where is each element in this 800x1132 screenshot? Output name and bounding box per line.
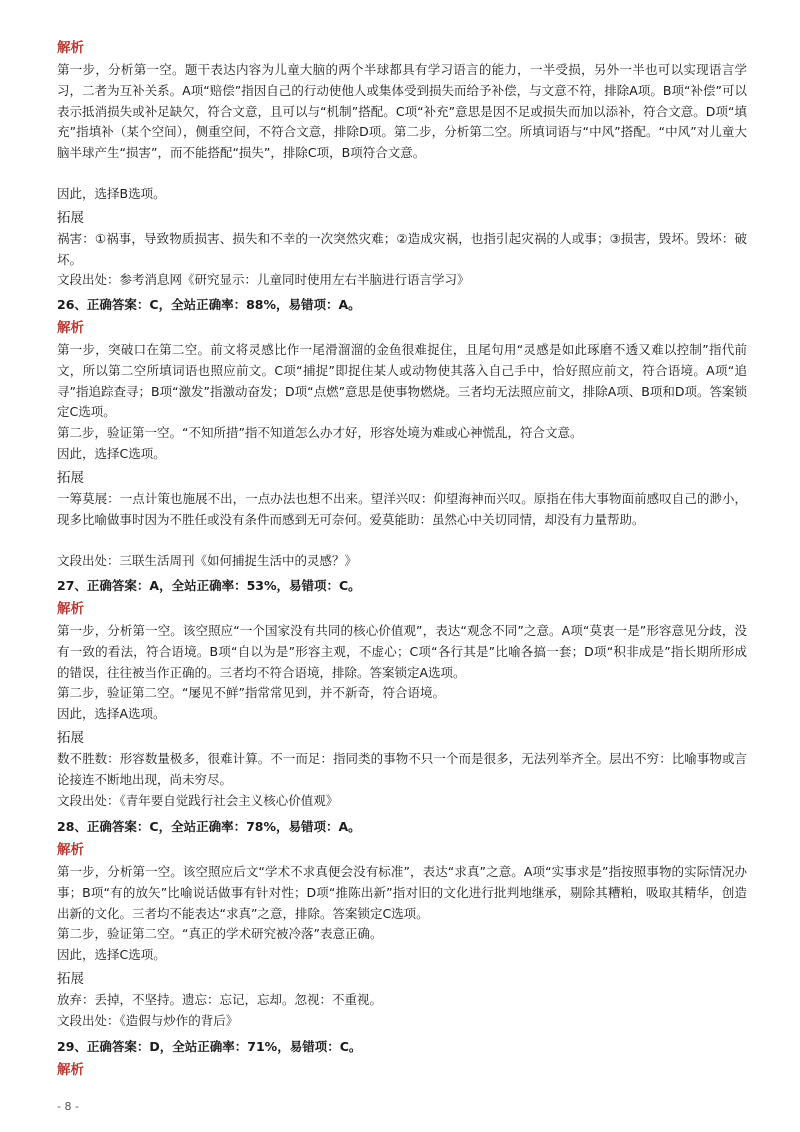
conclusion: 因此，选择C选项。 (57, 446, 166, 461)
analysis-text: 第一步，分析第一空。题干表达内容为儿童大脑的两个半球都具有学习语言的能力，一半受损，另外一半也可以实现语言学习，二者为互补关系。A项“赔偿”指因自己的行动使他人或集体受到损失而给予补偿，与文意不符，排除A项。B项“补偿”可以表示抵消损失或补足缺欠，符合文意，且可以与“机制”搭配。C项“补充”意思是因不足或损失而加以添补，符合文意。D项“填充”指填补（某个空间），侧重空间，不符合文意，排除D项。第二步，分析第二空。所填词语与“中风”搭配。“中风”对儿童大脑半球产生“损害”，而不能搭配“损失”，排除C项，B项符合文意。 (57, 62, 747, 161)
answer-line: 26、正确答案：C，全站正确率：88%，易错项：A。 (57, 297, 361, 312)
step-two-text: 第二步，验证第二空。“屡见不鲜”指常常见到，并不新奇，符合语境。 (57, 685, 445, 700)
source-line: 文段出处：《青年要自觉践行社会主义核心价值观》 (57, 793, 339, 808)
analysis-heading: 解析 (57, 320, 84, 336)
source-line: 文段出处：三联生活周刊《如何捕捉生活中的灵感？》 (57, 553, 358, 568)
expand-text: 祸害：①祸事，导致物质损害、损失和不幸的一次突然灾难；②造成灾祸，也指引起灾祸的人或事；③损害，毁坏。毁坏：破坏。 (57, 231, 747, 267)
analysis-heading: 解析 (57, 842, 84, 858)
conclusion: 因此，选择A选项。 (57, 706, 166, 721)
expand-text: 一筹莫展：一点计策也施展不出，一点办法也想不出来。望洋兴叹：仰望海神而兴叹。原指在伟大事物面前感叹自己的渺小，现多比喻做事时因为不胜任或没有条件而感到无可奈何。爱莫能助：虽然心中关切同情，却没有力量帮助。 (57, 491, 747, 527)
expand-heading: 拓展 (57, 971, 84, 987)
answer-line: 29、正确答案：D，全站正确率：71%，易错项：C。 (57, 1039, 362, 1054)
answer-line: 28、正确答案：C，全站正确率：78%，易错项：A。 (57, 819, 361, 834)
expand-text: 放弃：丢掉，不坚持。遗忘：忘记，忘却。忽视：不重视。 (57, 992, 383, 1007)
analysis-text: 第一步，突破口在第二空。前文将灵感比作一尾滑溜溜的金鱼很难捉住，且尾句用“灵感是如此琢磨不透又难以控制”指代前文，所以第二空所填词语也照应前文。C项“捕捉”即捉住某人或动物使其落入自己手中，恰好照应前文，符合语境。A项“追寻”指追踪查寻；B项“激发”指激动奋发；D项“点燃”意思是使事物燃烧。三者均无法照应前文，排除A项、B项和D项。答案锁定C选项。 (57, 342, 747, 420)
page-number: - 8 - (57, 1100, 79, 1113)
analysis-heading: 解析 (57, 40, 84, 56)
expand-heading: 拓展 (57, 730, 84, 746)
analysis-text: 第一步，分析第一空。该空照应“一个国家没有共同的核心价值观”，表达“观念不同”之意。A项“莫衷一是”形容意见分歧，没有一致的看法，符合语境。B项“自以为是”形容主观，不虚心；C项“各行其是”比喻各搞一套；D项“积非成是”指长期所形成的错误，往往被当作正确的。三者均不符合语境，排除。答案锁定A选项。 (57, 623, 747, 680)
source-line: 文段出处：参考消息网《研究显示：儿童同时使用左右半脑进行语言学习》 (57, 272, 470, 287)
analysis-text: 第一步，分析第一空。该空照应后文“学术不求真便会没有标准”，表达“求真”之意。A项“实事求是”指按照事物的实际情况办事；B项“有的放矢”比喻说话做事有针对性；D项“推陈出新”指对旧的文化进行批判地继承，剔除其糟粕，吸取其精华，创造出新的文化。三者均不能表达“求真”之意，排除。答案锁定C选项。 (57, 864, 747, 921)
step-two-text: 第二步，验证第一空。“不知所措”指不知道怎么办才好，形容处境为难或心神慌乱，符合文意。 (57, 425, 583, 440)
step-two-text: 第二步，验证第二空。“真正的学术研究被冷落”表意正确。 (57, 926, 383, 941)
answer-line: 27、正确答案：A，全站正确率：53%，易错项：C。 (57, 578, 361, 593)
conclusion: 因此，选择B选项。 (57, 186, 166, 201)
conclusion: 因此，选择C选项。 (57, 947, 166, 962)
source-line: 文段出处：《造假与炒作的背后》 (57, 1013, 239, 1028)
expand-heading: 拓展 (57, 210, 84, 226)
expand-text: 数不胜数：形容数量极多，很难计算。不一而足：指同类的事物不只一个而是很多，无法列举齐全。层出不穷：比喻事物或言论接连不断地出现，尚未穷尽。 (57, 751, 747, 787)
analysis-heading: 解析 (57, 601, 84, 617)
analysis-heading: 解析 (57, 1062, 84, 1078)
expand-heading: 拓展 (57, 470, 84, 486)
